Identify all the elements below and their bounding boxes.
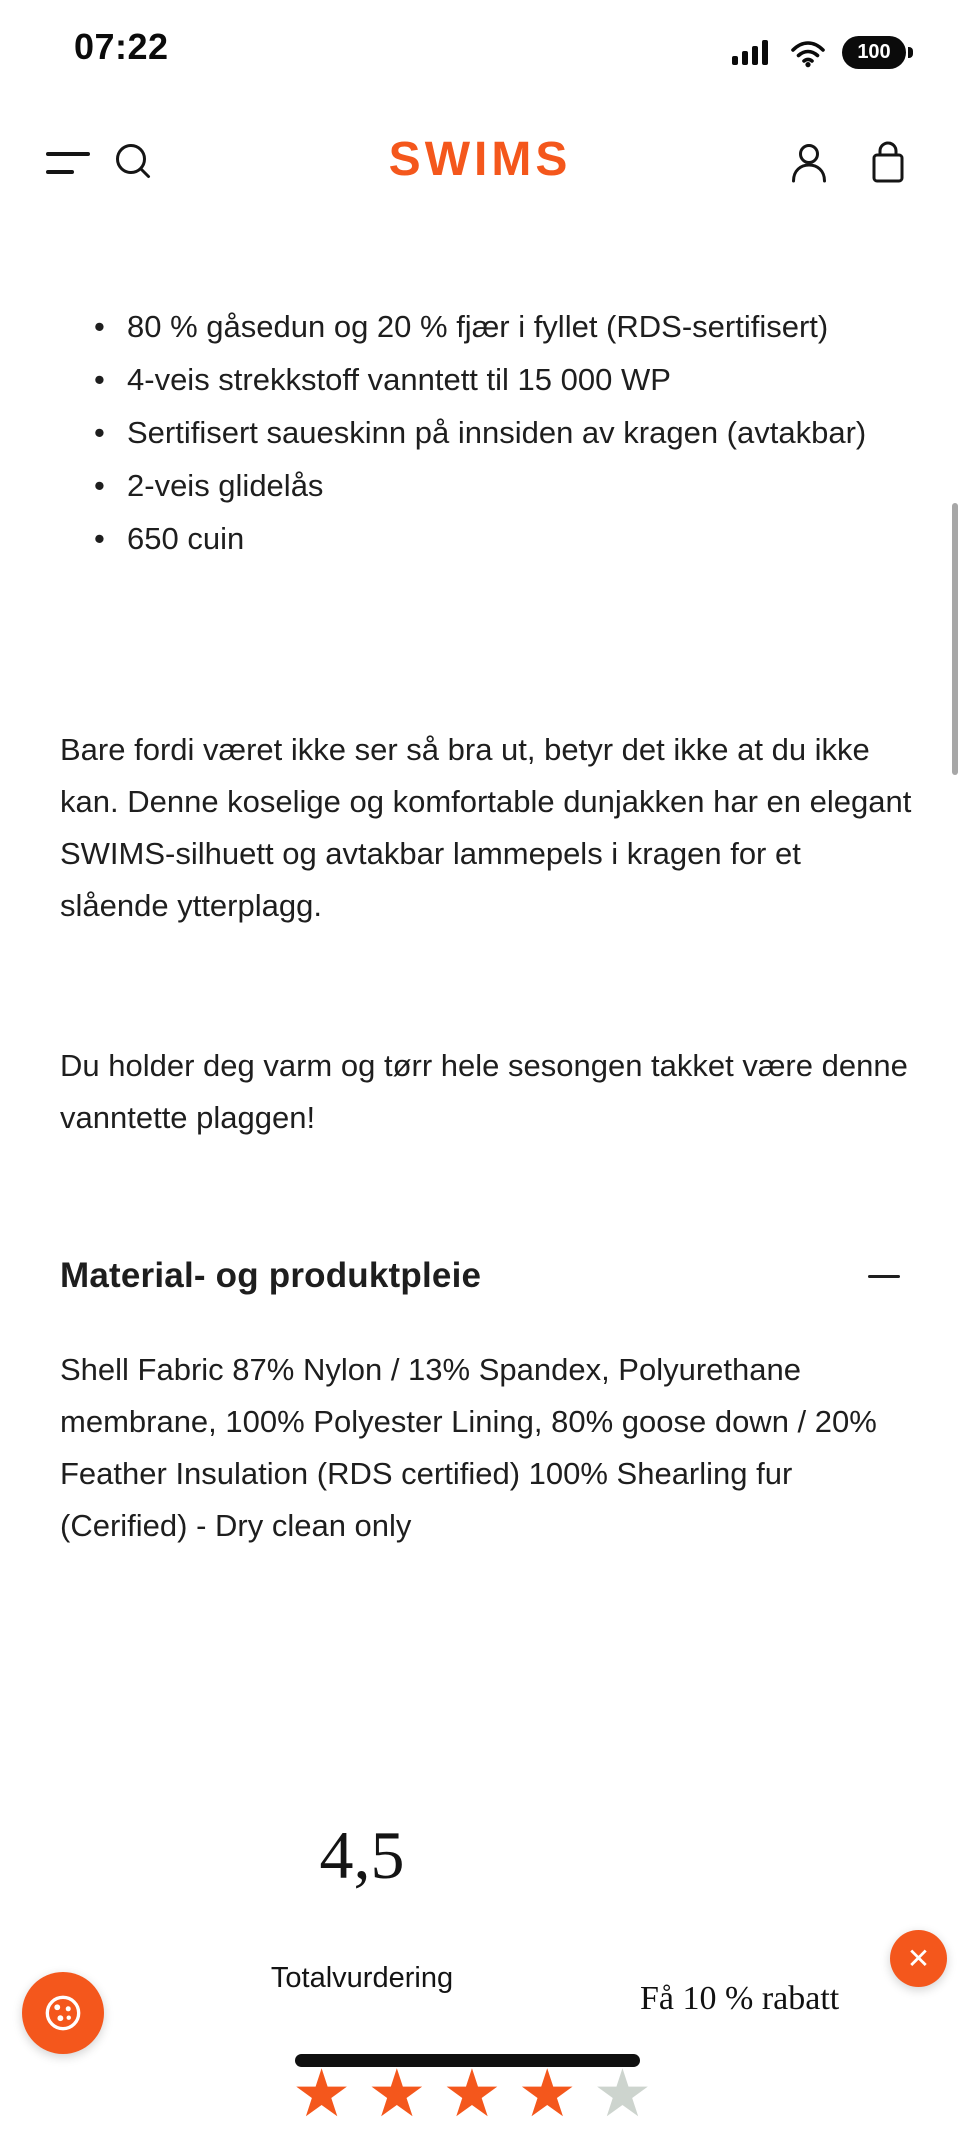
battery-icon xyxy=(842,36,906,69)
star-icon: ★ xyxy=(367,2056,427,2130)
rating-score: 4,5 xyxy=(319,1817,405,1893)
cellular-signal-icon xyxy=(732,38,774,68)
status-time: 07:22 xyxy=(74,26,169,67)
star-icon: ★ xyxy=(517,2056,577,2130)
account-icon[interactable] xyxy=(786,139,832,187)
battery-level: 100 xyxy=(857,41,891,63)
search-button[interactable] xyxy=(110,138,160,188)
status-icons xyxy=(732,36,906,69)
close-icon: ✕ xyxy=(906,1943,931,1974)
product-description-2: Du holder deg varm og tørr hele sesongen takket være denne vanntette plaggen! xyxy=(60,1048,908,1135)
list-item: • 4-veis strekkstoff vanntett til 15 000 WP xyxy=(94,353,882,406)
star-icon: ★ xyxy=(442,2056,502,2130)
star-icon: ★ xyxy=(292,2056,352,2130)
chat-widget-button[interactable] xyxy=(22,1972,104,2054)
list-item: • Sertifisert saueskinn på innsiden av kragen (avtakbar) xyxy=(94,406,882,459)
material-section-header[interactable] xyxy=(60,1256,900,1296)
search-icon xyxy=(110,138,160,188)
cart-icon[interactable] xyxy=(866,138,910,188)
star-icon: ★ xyxy=(592,2056,652,2130)
promo-close-button[interactable] xyxy=(890,1930,947,1987)
rating-label: Totalvurdering xyxy=(270,1962,454,1994)
product-feature-list xyxy=(94,300,882,565)
chat-widget-icon xyxy=(40,1990,86,2036)
menu-button[interactable] xyxy=(46,152,92,188)
list-item: • 2-veis glidelås xyxy=(94,459,882,512)
menu-icon xyxy=(46,152,90,156)
rating-stars xyxy=(292,2056,652,2130)
scrollbar-thumb[interactable] xyxy=(952,503,958,775)
promo-discount-teaser[interactable]: Få 10 % rabatt xyxy=(640,1980,840,2017)
material-section-title: Material- og produktpleie xyxy=(60,1256,482,1295)
list-item: • 650 cuin xyxy=(94,512,882,565)
product-description-1: Bare fordi været ikke ser så bra ut, betyr det ikke at du ikke kan. Denne koselige og komfortable dunjakken har en elegant SWIMS-silhuett og avtakbar lammepels i kragen for et slående ytterplagg. xyxy=(60,732,912,923)
list-item: • 80 % gåsedun og 20 % fjær i fyllet (RDS-sertifisert) xyxy=(94,300,882,353)
collapse-minus-icon[interactable] xyxy=(868,1275,900,1278)
material-section-body: Shell Fabric 87% Nylon / 13% Spandex, Polyurethane membrane, 100% Polyester Lining, 80% goose down / 20% Feather Insulation (RDS certified) 100% Shearling fur (Cerified) - Dry clean only xyxy=(60,1352,877,1543)
swims-logo[interactable]: SWIMS xyxy=(388,133,572,186)
wifi-icon xyxy=(789,38,827,68)
header-actions xyxy=(786,138,910,188)
